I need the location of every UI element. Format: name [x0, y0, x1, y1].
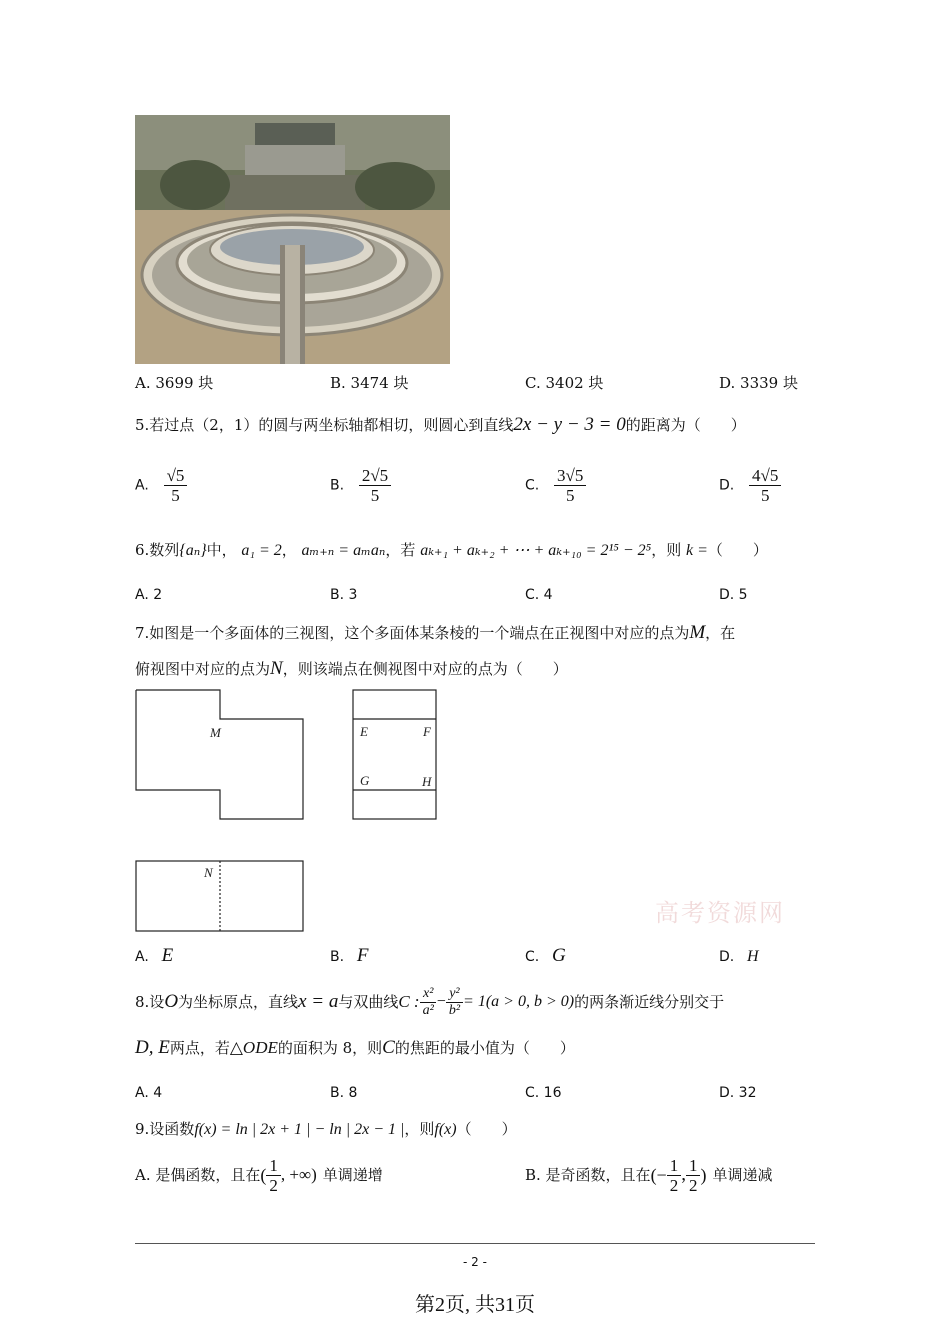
q8-pre1: 8.设 [135, 993, 165, 1011]
q8-stem-line2 [135, 1038, 575, 1058]
q7-stem-line1 [135, 623, 735, 643]
q6-option-c[interactable]: C. 4 [525, 587, 553, 603]
q9-option-b-num2: 1 [686, 1156, 701, 1176]
q8-x-num: x² [420, 986, 436, 1003]
q5-option-b-label: B. [330, 477, 345, 494]
label-e: E [360, 724, 368, 739]
q6-mid2: ，若 [385, 541, 416, 559]
q5-option-c-num: 3√5 [554, 466, 586, 486]
q5-option-b-fraction [359, 466, 391, 505]
q9-end: （ ） [456, 1120, 517, 1138]
q8-line: x = a [298, 991, 339, 1012]
q7-line2-pre: 俯视图中对应的点为 [135, 660, 271, 678]
q6-option-d[interactable]: D. 5 [719, 587, 748, 603]
side-view [353, 690, 436, 819]
q9-option-b-fraction2 [686, 1156, 701, 1195]
q9-option-b-post: 单调递减 [712, 1166, 773, 1184]
q8-o: O [164, 991, 179, 1012]
label-f: F [423, 724, 431, 739]
q9-option-b-fraction1 [667, 1156, 682, 1195]
watermark: 高考资源网 [655, 899, 785, 927]
q8-triangle: △ODE [229, 1038, 278, 1057]
label-g: G [360, 773, 370, 788]
q6-cond2: aₘ₊ₙ = aₘaₙ [301, 542, 386, 559]
q7-option-a-value: E [161, 945, 174, 966]
q8-de: D, E [135, 1037, 170, 1058]
q7-option-c[interactable] [525, 946, 566, 967]
q8-mid1: 为坐标原点，直线 [178, 993, 299, 1011]
q7-option-b-label: B. [330, 949, 345, 965]
label-n: N [204, 865, 213, 880]
q6-cond1: a₁ = 2 [241, 542, 282, 559]
q5-stem-pre: 5.若过点（2，1）的圆与两坐标轴都相切，则圆心到直线 [135, 416, 514, 434]
q9-option-b[interactable] [525, 1153, 772, 1197]
q7-line2-n: N [270, 658, 283, 679]
q5-option-c-den: 5 [565, 486, 575, 505]
q6-stem [135, 540, 768, 561]
q6-cond3: aₖ₊₁ + aₖ₊₂ + ⋯ + aₖ₊₁₀ = 2¹⁵ − 2⁵ [420, 542, 652, 559]
q5-option-b[interactable] [330, 466, 391, 505]
q7-stem-line2 [135, 659, 568, 679]
q9-option-a-post: 单调递增 [322, 1166, 383, 1184]
q9-option-b-num1: 1 [667, 1156, 682, 1176]
q9-option-a-rparen: , +∞) [280, 1165, 317, 1184]
q9-option-a-fraction [266, 1156, 281, 1195]
front-view [136, 690, 303, 819]
q6-sequence: {aₙ} [179, 542, 207, 559]
q7-line1-pre: 7.如图是一个多面体的三视图，这个多面体某条棱的一个端点在正视图中对应的点为 [135, 624, 690, 642]
q8-y-num: y² [446, 986, 462, 1003]
q5-option-a-fraction [164, 466, 188, 505]
q6-option-b[interactable]: B. 3 [330, 587, 358, 603]
q5-option-c-label: C. [525, 477, 540, 494]
q7-option-d-label: D. [719, 949, 735, 965]
q8-option-b[interactable]: B. 8 [330, 1085, 358, 1101]
top-view [136, 861, 303, 931]
q6-mid3: ，则 [651, 541, 682, 559]
q9-option-b-pre: B. 是奇函数，且在 [525, 1166, 651, 1184]
q5-option-b-num: 2√5 [359, 466, 391, 486]
q5-option-d-fraction [749, 466, 781, 505]
q5-option-a-den: 5 [171, 486, 180, 505]
label-h: H [422, 774, 432, 789]
page-mark: - 2 - [463, 1255, 487, 1269]
q8-c-colon: C : [398, 992, 420, 1011]
q8-minus: − [436, 993, 446, 1010]
q8-option-d[interactable]: D. 32 [719, 1085, 757, 1101]
q8-mid2: 与双曲线 [338, 993, 399, 1011]
footer-divider [135, 1243, 815, 1244]
q7-option-c-value: G [552, 945, 566, 966]
q8-eq-rest: = 1(a > 0, b > 0) [463, 993, 575, 1010]
q7-option-a[interactable] [135, 946, 173, 967]
q6-option-a[interactable]: A. 2 [135, 587, 163, 603]
q5-option-d-den: 5 [760, 486, 770, 505]
q8-stem-line1 [135, 982, 724, 1022]
q5-option-d[interactable] [719, 466, 781, 505]
q4-option-d[interactable]: D. 3339 块 [719, 374, 798, 392]
altar-photo [135, 115, 450, 364]
q7-option-d[interactable] [719, 946, 759, 967]
q9-pre: 9.设函数 [135, 1120, 195, 1138]
q7-option-d-value: H [747, 948, 759, 965]
altar-photo-drawing [135, 115, 450, 364]
q7-option-a-label: A. [135, 949, 149, 965]
q7-line1-post: ，在 [705, 624, 736, 642]
q9-option-b-comma: , [681, 1164, 686, 1185]
q7-line1-m: M [689, 622, 706, 643]
page-info: 第2页, 共31页 [415, 1294, 535, 1316]
q8-post1: 的两条渐近线分别交于 [574, 993, 725, 1011]
q5-option-d-num: 4√5 [749, 466, 781, 486]
q9-option-a-den: 2 [269, 1175, 278, 1195]
q9-option-a[interactable] [135, 1153, 383, 1197]
q9-option-a-lparen: ( [260, 1165, 267, 1185]
q9-fx: f(x) [434, 1121, 457, 1138]
q5-option-c-fraction [554, 466, 586, 505]
q4-option-b[interactable]: B. 3474 块 [330, 374, 409, 392]
q4-option-a[interactable]: A. 3699 块 [135, 374, 214, 392]
q9-option-b-den1: 2 [669, 1175, 679, 1195]
q8-option-a[interactable]: A. 4 [135, 1085, 163, 1101]
q7-line2-post: ，则该端点在侧视图中对应的点为（ ） [282, 660, 568, 678]
q9-option-a-pre: A. 是偶函数，且在 [135, 1166, 261, 1184]
q5-option-c[interactable] [525, 466, 586, 505]
q5-line-equation: 2x − y − 3 = 0 [513, 414, 626, 435]
q5-stem [135, 415, 746, 435]
label-m: M [210, 725, 221, 740]
q8-line2-post: 的焦距的最小值为（ ） [394, 1039, 575, 1057]
q9-function: f(x) = ln | 2x + 1 | − ln | 2x − 1 | [194, 1121, 405, 1138]
q7-option-b[interactable] [330, 946, 368, 967]
q6-stem-pre: 6.数列 [135, 541, 180, 559]
q8-c: C [382, 1037, 395, 1058]
q5-option-a-label: A. [135, 477, 149, 494]
q6-k: k = [685, 542, 708, 559]
q6-comma: ， [281, 541, 297, 559]
q9-option-a-num: 1 [266, 1156, 281, 1176]
q5-option-a-num: √5 [164, 466, 188, 486]
q8-line2-mid2: 的面积为 8，则 [277, 1039, 383, 1057]
q5-option-d-label: D. [719, 477, 735, 494]
q5-option-a[interactable] [135, 466, 187, 505]
three-view-diagram [130, 685, 450, 940]
q8-x-fraction [420, 986, 437, 1019]
q8-y-den: b² [448, 1002, 461, 1018]
q9-option-b-rparen: ) [700, 1165, 707, 1185]
q6-mid1: 中， [206, 541, 237, 559]
q9-mid: ，则 [404, 1120, 435, 1138]
q8-line2-mid: 两点，若 [169, 1039, 230, 1057]
q5-option-b-den: 5 [370, 486, 380, 505]
q9-stem [135, 1119, 517, 1140]
q9-option-b-lparen: (− [650, 1165, 667, 1185]
q7-option-c-label: C. [525, 949, 540, 965]
q8-option-c[interactable]: C. 16 [525, 1085, 562, 1101]
q4-option-c[interactable]: C. 3402 块 [525, 374, 604, 392]
q6-end: （ ） [707, 541, 768, 559]
q8-y-fraction [446, 986, 463, 1019]
q7-option-b-value: F [356, 945, 369, 966]
q5-stem-post: 的距离为（ ） [625, 416, 746, 434]
q8-x-den: a² [422, 1002, 434, 1018]
q9-option-b-den2: 2 [688, 1175, 698, 1195]
